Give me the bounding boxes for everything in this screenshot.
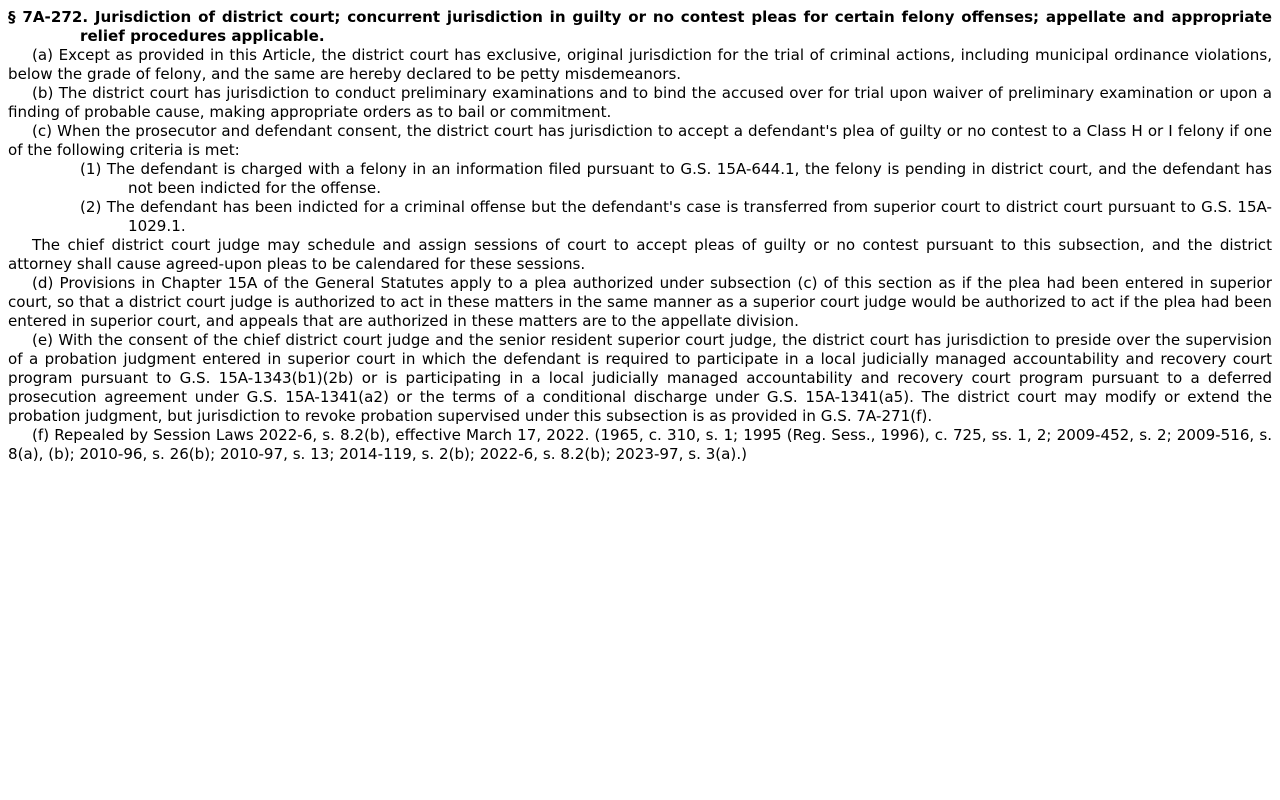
section-heading: § 7A-272. Jurisdiction of district court; concurrent jurisdiction in guilty or no contest pleas for certain felony offenses; appellate and appropriate relief procedures applicable. — [8, 8, 1272, 45]
subsection-c-item-2: (2) The defendant has been indicted for a criminal offense but the defendant's case is transferred from superior court to district court pursuant to G.S. 15A-1029.1. — [80, 198, 1272, 235]
subsection-a: (a) Except as provided in this Article, the district court has exclusive, original jurisdiction for the trial of criminal actions, including municipal ordinance violations, below the grade of felony, and the same are hereby declared to be petty misdemeanors. — [8, 46, 1272, 83]
subsection-c-continuation: The chief district court judge may schedule and assign sessions of court to accept pleas of guilty or no contest pursuant to this subsection, and the district attorney shall cause agreed-upon pleas to be calendared for these sessions. — [8, 236, 1272, 273]
subsection-c: (c) When the prosecutor and defendant consent, the district court has jurisdiction to accept a defendant's plea of guilty or no contest to a Class H or I felony if one of the following criteria is met: — [8, 122, 1272, 159]
subsection-f-and-history: (f) Repealed by Session Laws 2022-6, s. 8.2(b), effective March 17, 2022. (1965, c. 310, s. 1; 1995 (Reg. Sess., 1996), c. 725, ss. 1, 2; 2009-452, s. 2; 2009-516, s. 8(a), (b); 2010-96, s. 26(b); 2010-97, s. 13; 2014-119, s. 2(b); 2022-6, s. 8.2(b); 2023-97, s. 3(a).) — [8, 426, 1272, 463]
subsection-e: (e) With the consent of the chief district court judge and the senior resident superior court judge, the district court has jurisdiction to preside over the supervision of a probation judgment entered in superior court in which the defendant is required to participate in a local judicially managed accountability and recovery court program pursuant to G.S. 15A-1343(b1)(2b) or is participating in a local judicially managed accountability and recovery court program pursuant to a deferred prosecution agreement under G.S. 15A-1341(a2) or the terms of a conditional discharge under G.S. 15A-1341(a5). The district court may modify or extend the probation judgment, but jurisdiction to revoke probation supervised under this subsection is as provided in G.S. 7A-271(f). — [8, 331, 1272, 425]
subsection-b: (b) The district court has jurisdiction to conduct preliminary examinations and to bind the accused over for trial upon waiver of preliminary examination or upon a finding of probable cause, making appropriate orders as to bail or commitment. — [8, 84, 1272, 121]
subsection-c-item-1: (1) The defendant is charged with a felony in an information filed pursuant to G.S. 15A-644.1, the felony is pending in district court, and the defendant has not been indicted for the offense. — [80, 160, 1272, 197]
subsection-d: (d) Provisions in Chapter 15A of the General Statutes apply to a plea authorized under subsection (c) of this section as if the plea had been entered in superior court, so that a district court judge is authorized to act in these matters in the same manner as a superior court judge would be authorized to act if the plea had been entered in superior court, and appeals that are authorized in these matters are to the appellate division. — [8, 274, 1272, 330]
